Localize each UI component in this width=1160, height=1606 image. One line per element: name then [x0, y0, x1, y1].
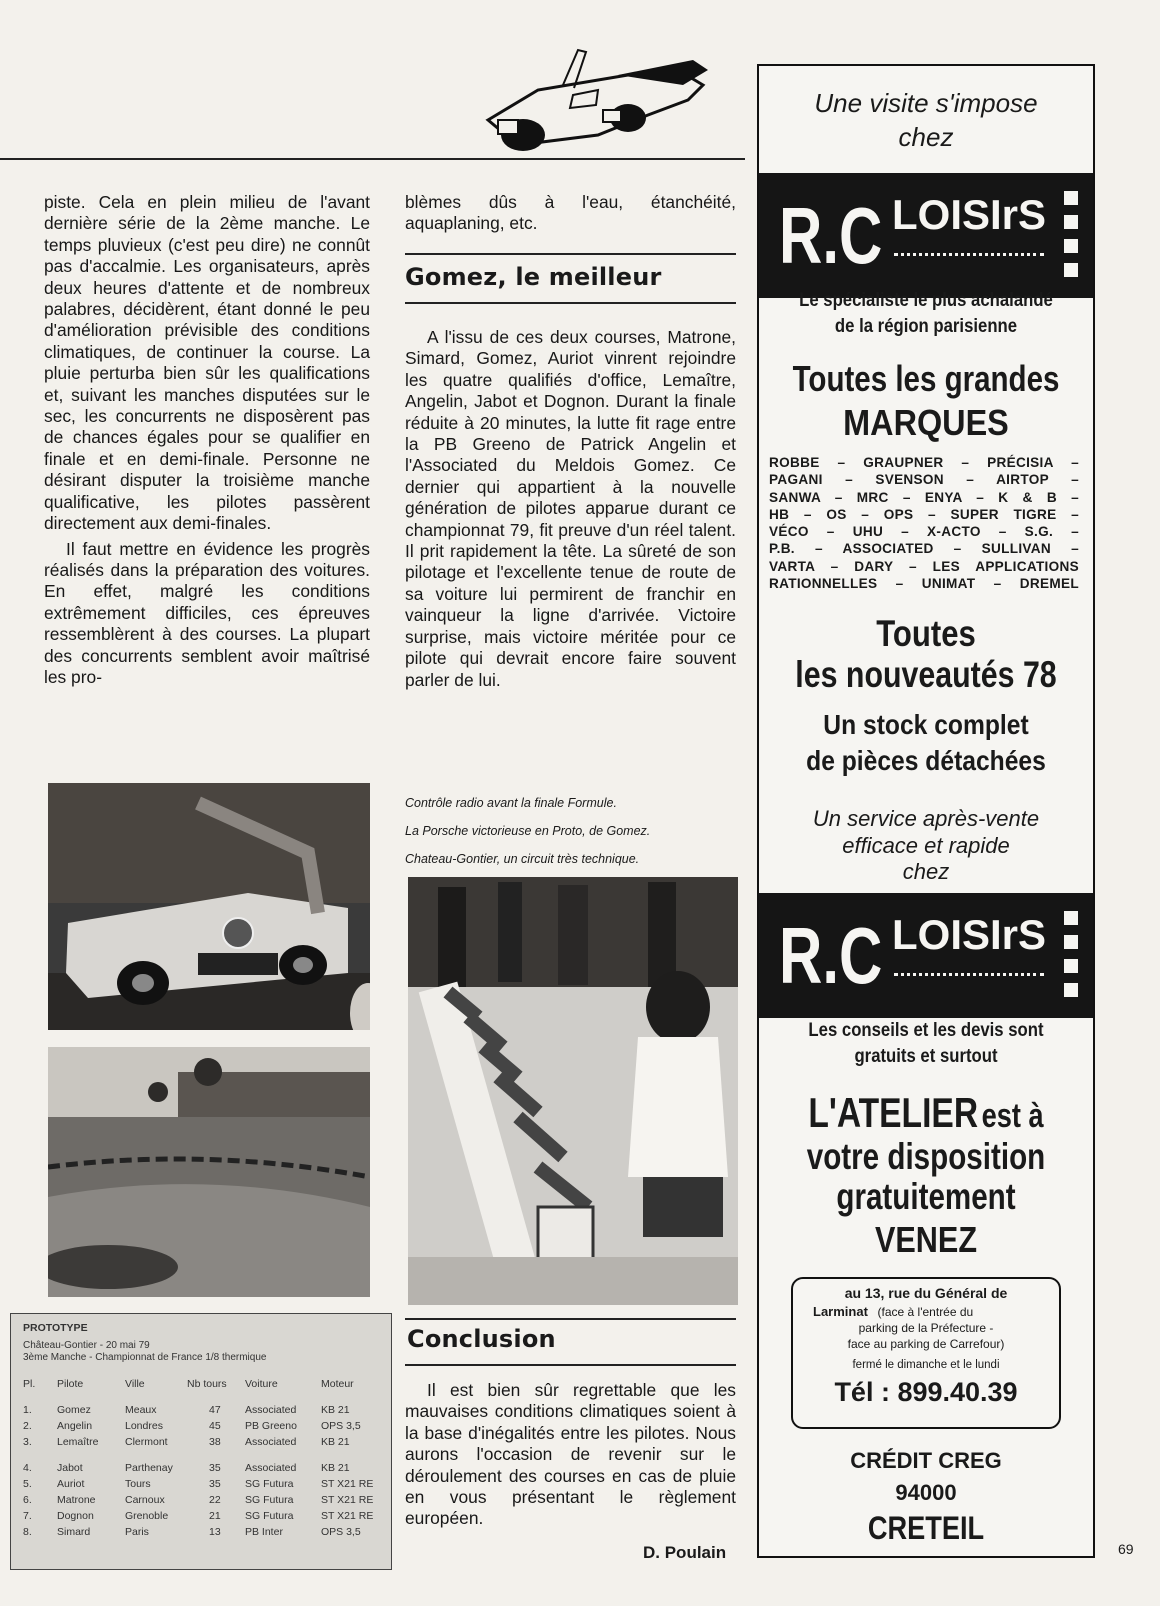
results-title: PROTOTYPE [23, 1322, 88, 1334]
ad-atelier-3: gratuitement [836, 1176, 1016, 1217]
ad-atelier-word: L'ATELIER [808, 1089, 979, 1136]
ad-logo-band-2 [759, 893, 1093, 1018]
ad-visit-line: Une visite s'impose [814, 88, 1038, 118]
ad-postcode: 94000 [895, 1480, 957, 1505]
table-row: 7. Dognon Grenoble 21 SG Futura ST X21 RE [23, 1510, 374, 1522]
ad-address-2b: (face à l'entrée du [877, 1305, 974, 1319]
table-row: 6. Matrone Carnoux 22 SG Futura ST X21 RE [23, 1494, 374, 1506]
results-table-box [10, 1313, 392, 1570]
ad-logo-rc: R.C [779, 911, 883, 1000]
ad-logo-wave [894, 247, 1044, 256]
car-illustration [478, 40, 713, 165]
ad-nouveautes: les nouveautés 78 [795, 654, 1057, 695]
table-row: 5. Auriot Tours 35 SG Futura ST X21 RE [23, 1478, 374, 1490]
ad-atelier [792, 1089, 1059, 1137]
results-table [23, 1378, 377, 1540]
ad-brand-line: ROBBE – GRAUPNER – PRÉCISIA – [769, 455, 1079, 470]
left-column [44, 192, 370, 688]
ad-stock-2: de pièces détachées [806, 745, 1046, 776]
ad-atelier-est: est à [981, 1097, 1044, 1135]
rc-loisirs-ad [757, 64, 1095, 1558]
ad-logo-loisirs: LOISIrS [892, 191, 1047, 238]
table-row: 3. Lemaître Clermont 38 Associated KB 21 [23, 1436, 350, 1448]
mid-rule-4 [405, 1364, 736, 1366]
ad-logo-wave [894, 967, 1044, 976]
results-header-row [23, 1378, 377, 1402]
col-pilote: Pilote [57, 1378, 84, 1390]
ad-address-2-line [793, 1304, 1059, 1319]
ad-logo-loisirs: LOISIrS [892, 911, 1047, 958]
ad-credit: CRÉDIT CREG [850, 1448, 1002, 1473]
ad-service-2: efficace et rapide [842, 833, 1010, 858]
left-paragraph-1: piste. Cela en plein milieu de l'avant dernière série de la 2ème manche. Le temps pluvieux (c'est peu dire) ne connût pas d'accalmie. Les organisateurs, après deux heures d'attente et de nombreux palabres, décidèrent, étant donné le peu d'amélioration prévisible des conditions climatiques, de continuer la course. La pluie perturba bien sûr les qualifications et, suivant les manches disputées sur le sec, les concurrents ne disposèrent pas de chances égales pour se qualifier en finale et en demi-finale. Personne ne désirant disputer la troisième manche qualificative, les pilotes passèrent directement aux demi-finales. [44, 192, 370, 534]
ad-toutes: Toutes [876, 613, 976, 654]
col-pl: Pl. [23, 1378, 36, 1390]
ad-stock: Un stock complet [823, 709, 1029, 740]
ad-address-1: au 13, rue du Général de [844, 1285, 1008, 1301]
ad-tel: Tél : 899.40.39 [834, 1377, 1018, 1407]
mid-paragraph-2: Il est bien sûr regrettable que les mauvaises conditions climatiques soient à la base d'inégalités entre les pilotes. Nous aurons l'occasion de revenir sur le déroulement des courses en cas de pluie en vous présentant le règlement européen. [405, 1380, 736, 1529]
caption-3: Chateau-Gontier, un circuit très technique. [405, 852, 640, 866]
ad-address-2: Larminat [813, 1304, 868, 1319]
results-event: 3ème Manche - Championnat de France 1/8 thermique [23, 1352, 267, 1363]
ad-venez: VENEZ [874, 1219, 978, 1260]
mid-intro: blèmes dûs à l'eau, étanchéité, aquaplaning, etc. [405, 192, 736, 234]
ad-brand-line: PAGANI – SVENSON – AIRTOP – [769, 472, 1079, 488]
mid-paragraph-1-box [405, 327, 736, 691]
ad-closed: fermé le dimanche et le lundi [852, 1359, 1000, 1371]
ad-brand-line: HB – OS – OPS – SUPER TIGRE – [769, 506, 1079, 522]
mid-rule-3 [405, 1318, 736, 1320]
ad-brand-line: P.B. – ASSOCIATED – SULLIVAN – [769, 541, 1079, 557]
ad-chez-2: chez [902, 859, 950, 884]
ad-conseils-2: gratuits et surtout [854, 1046, 998, 1067]
author: D. Poulain [643, 1543, 727, 1562]
photo-porsche [48, 783, 370, 1030]
ad-address-box [791, 1277, 1061, 1429]
caption-2: La Porsche victorieuse en Proto, de Gomez. [405, 824, 651, 838]
ad-service: Un service après-vente [812, 806, 1040, 831]
heading-gomez: Gomez, le meilleur [405, 263, 662, 291]
col-moteur: Moteur [321, 1378, 354, 1390]
photo-formula-line [408, 877, 738, 1305]
ad-conseils: Les conseils et les devis sont [808, 1020, 1044, 1041]
ad-brand-line: SANWA – MRC – ENYA – K & B – [769, 489, 1079, 505]
mid-paragraph-2-box [405, 1380, 736, 1530]
ad-logo-bar [1064, 911, 1078, 1001]
mid-rule-1 [405, 253, 736, 255]
caption-1: Contrôle radio avant la finale Formule. [405, 796, 617, 810]
left-paragraph-2: Il faut mettre en évidence les progrès réalisés dans la préparation des voitures. En effet, malgré les conditions extrêmement difficiles, ces épreuves ressemblèrent à des courses. La plupart des concurrents semblent avoir maîtrisé les pro- [44, 538, 370, 687]
ad-address-4: face au parking de Carrefour) [847, 1337, 1005, 1351]
heading-conclusion: Conclusion [407, 1325, 556, 1353]
ad-logo-bar [1064, 191, 1078, 281]
col-voiture: Voiture [245, 1378, 278, 1390]
ad-specialist: Le spécialiste le plus achalandé [799, 290, 1053, 311]
ad-city: CRETEIL [867, 1510, 985, 1546]
table-row: 8. Simard Paris 13 PB Inter OPS 3,5 [23, 1526, 361, 1538]
mid-column [405, 192, 736, 235]
ad-specialist-2: de la région parisienne [834, 316, 1018, 337]
ad-brand-line: VARTA – DARY – LES APPLICATIONS [769, 558, 1079, 574]
ad-logo-rc: R.C [779, 191, 883, 280]
table-row: 1. Gomez Meaux 47 Associated KB 21 [23, 1404, 350, 1416]
table-row: 4. Jabot Parthenay 35 Associated KB 21 [23, 1462, 350, 1474]
results-date: Château-Gontier - 20 mai 79 [23, 1340, 150, 1351]
table-row: 2. Angelin Londres 45 PB Greeno OPS 3,5 [23, 1420, 361, 1432]
ad-brand-list [769, 454, 1079, 592]
mid-paragraph-1: A l'issu de ces deux courses, Matrone, Simard, Gomez, Auriot vinrent rejoindre les quatre qualifiés d'office, Lemaître, Angelin, Jabot et Dognon. Durant la finale réduite à 20 minutes, la lutte fit rage entre la PB Greeno de Patrick Angelin et l'Associated du Meldois Gomez. Ce dernier qui appartient à la nouvelle génération de pilotes apparue durant ce championnat 79, fit preuve d'un réel talent. Il prit rapidement la tête. La sûreté de son pilotage et l'excellente tenue de route de sa voiture lui permirent de franchir en vainqueur la ligne d'arrivée. Victoire surprise, mais victoire méritée pour ce pilote qui devrait encore faire souvent parler de lui. [405, 327, 736, 690]
col-tours: Nb tours [187, 1378, 227, 1390]
ad-address-3: parking de la Préfecture - [858, 1321, 994, 1335]
captions [405, 789, 736, 873]
ad-chez-1: chez [898, 122, 954, 152]
photo-circuit [48, 1047, 370, 1297]
ad-big-marques: MARQUES [843, 402, 1009, 443]
ad-big-brands: Toutes les grandes [792, 358, 1060, 399]
page-number: 69 [1118, 1541, 1134, 1557]
ad-atelier-2: votre disposition [806, 1136, 1046, 1177]
ad-brand-line: RATIONNELLES – UNIMAT – DREMEL [769, 576, 1079, 592]
ad-brand-line: VÉCO – UHU – X-ACTO – S.G. – [769, 524, 1079, 540]
ad-logo-band-1 [759, 173, 1093, 298]
col-ville: Ville [125, 1378, 145, 1390]
mid-rule-2 [405, 302, 736, 304]
